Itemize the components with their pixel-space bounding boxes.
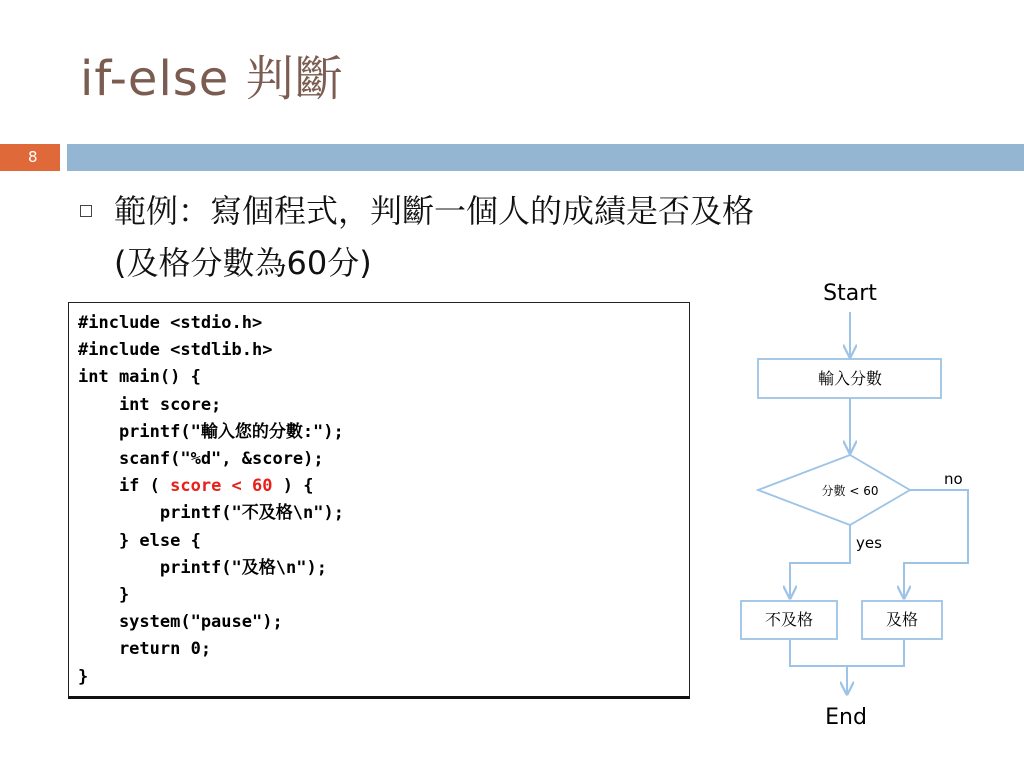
code-block <box>78 310 344 691</box>
flow-end: End <box>825 705 867 730</box>
code-highlight: score < 60 <box>170 476 273 497</box>
code-line: return 0; <box>78 639 212 660</box>
flow-condition-label: 分數 < 60 <box>821 484 879 498</box>
code-line: printf("及格\n"); <box>78 557 327 578</box>
code-line: printf("不及格\n"); <box>78 503 344 524</box>
code-line: if ( <box>78 476 171 497</box>
flow-arrow-yes <box>790 524 850 598</box>
flow-yes-label: yes <box>856 534 882 552</box>
flow-pass-label: 及格 <box>885 610 919 629</box>
flow-fail-label: 不及格 <box>764 610 814 629</box>
code-line: ) { <box>272 476 314 497</box>
square-bullet-icon <box>80 205 92 217</box>
code-line: printf("輸入您的分數:"); <box>78 421 344 442</box>
flow-no-label: no <box>944 470 963 488</box>
flow-connector <box>790 640 904 666</box>
code-line: #include <stdio.h> <box>78 313 263 333</box>
description-line-2: (及格分數為60分) <box>114 244 372 282</box>
code-line: int score; <box>78 394 222 415</box>
code-line: system("pause"); <box>78 612 283 633</box>
code-line: } else { <box>78 530 201 551</box>
header-bar <box>67 144 1024 171</box>
flow-arrow-no <box>904 490 968 598</box>
code-line: scanf("%d", &score); <box>78 449 324 470</box>
slide-title: if-else 判斷 <box>80 51 344 107</box>
flow-input-label: 輸入分數 <box>817 369 883 388</box>
code-line: #include <stdlib.h> <box>78 340 273 361</box>
flowchart <box>700 270 1020 750</box>
description-line-1: 範例：寫個程式，判斷一個人的成績是否及格 <box>114 192 755 230</box>
page-number: 8 <box>28 148 38 166</box>
code-line: int main() { <box>78 367 201 388</box>
code-line: } <box>78 666 89 687</box>
code-line: } <box>78 585 130 606</box>
flow-start: Start <box>823 281 877 306</box>
